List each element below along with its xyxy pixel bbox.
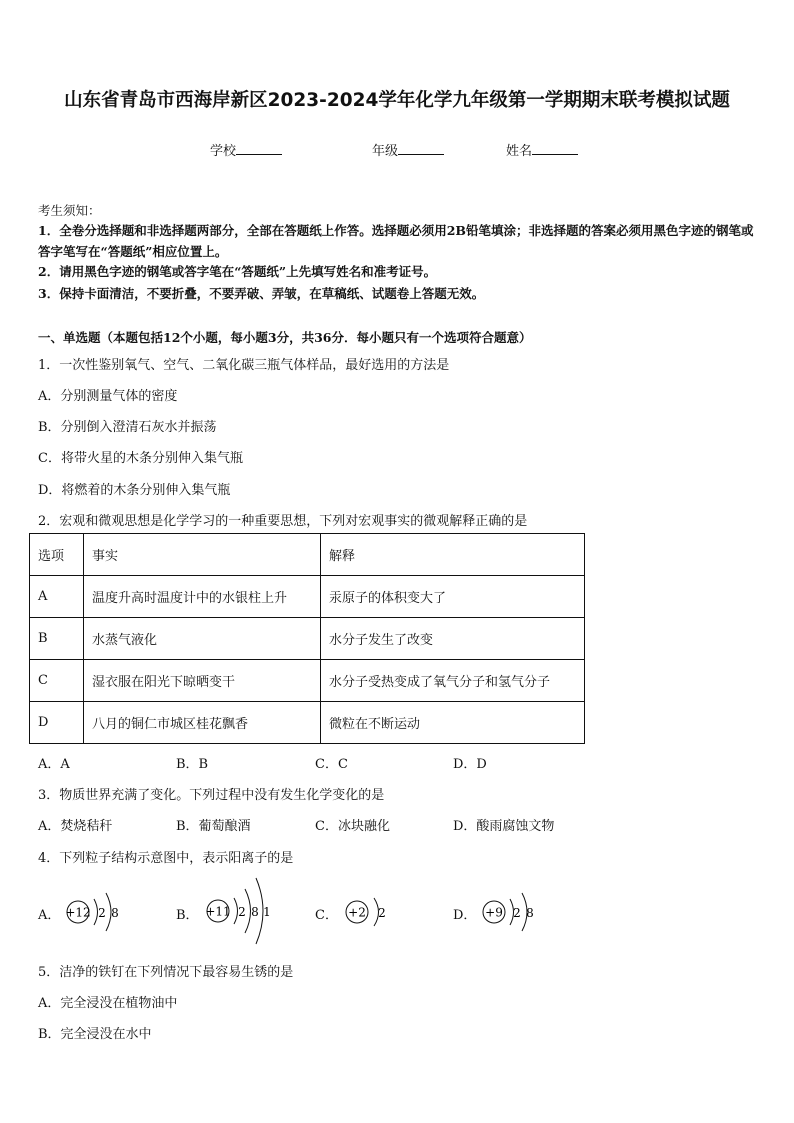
q4-option-a-label: A． — [38, 908, 61, 923]
q3-option-d: D．酸雨腐蚀文物 — [453, 819, 555, 834]
q1-option-a: A．分别测量气体的密度 — [38, 389, 178, 404]
shell-electrons: 2 — [378, 906, 386, 920]
section-desc: （本题包括12个小题，每小题3分，共36分．每小题只有一个选项符合题意） — [100, 330, 532, 345]
q3-option-b: B．葡萄酿酒 — [176, 819, 251, 834]
shell-electrons: 8 — [526, 906, 534, 920]
q3-option-a: A．焚烧秸秆 — [38, 819, 113, 834]
shell-electrons: 2 — [238, 905, 246, 919]
table-cell: 汞原子的体积变大了 — [321, 576, 585, 618]
nucleus-charge: +12 — [65, 905, 91, 920]
q5-stem: 5．洁净的铁钉在下列情况下最容易生锈的是 — [38, 965, 294, 980]
school-label: 学校 — [210, 144, 237, 159]
section-title: 一、单选题 — [38, 330, 101, 345]
grade-blank — [398, 141, 444, 155]
school-field — [210, 140, 282, 159]
table-cell: D — [30, 702, 84, 744]
table-row — [30, 618, 585, 660]
table-cell: 水蒸气液化 — [84, 618, 321, 660]
shell-electrons: 1 — [263, 905, 271, 919]
q1-option-b: B．分别倒入澄清石灰水并振荡 — [38, 420, 217, 435]
table-row — [30, 660, 585, 702]
grade-label: 年级 — [372, 144, 399, 159]
atom-structure-a — [62, 880, 132, 944]
notice-heading: 考生须知： — [38, 203, 101, 218]
q1-stem: 1．一次性鉴别氧气、空气、二氧化碳三瓶气体样品，最好选用的方法是 — [38, 358, 450, 373]
q2-option-d: D．D — [453, 757, 487, 772]
page-title: 山东省青岛市西海岸新区2023-2024学年化学九年级第一学期期末联考模拟试题 — [64, 90, 730, 111]
table-cell: 水分子受热变成了氧气分子和氢气分子 — [321, 660, 585, 702]
table-cell: 水分子发生了改变 — [321, 618, 585, 660]
shell-electrons: 2 — [98, 906, 106, 920]
nucleus-charge: +9 — [485, 905, 503, 920]
grade-field — [372, 140, 444, 159]
q4-stem: 4．下列粒子结构示意图中，表示阳离子的是 — [38, 851, 294, 866]
table-cell: C — [30, 660, 84, 702]
notice-item-1: 1．全卷分选择题和非选择题两部分，全部在答题纸上作答。选择题必须用2B铅笔填涂；非选择题的答案必须用黑色字迹的钢笔或答字笔写在“答题纸”相应位置上。 — [38, 223, 754, 259]
q5-option-b: B．完全浸没在水中 — [38, 1027, 152, 1042]
table-row — [30, 576, 585, 618]
notice-item-2: 2．请用黑色字迹的钢笔或答字笔在“答题纸”上先填写姓名和准考证号。 — [38, 264, 437, 279]
q1-option-d: D．将燃着的木条分别伸入集气瓶 — [38, 483, 231, 498]
name-blank — [532, 141, 578, 155]
shell-electrons: 2 — [513, 906, 521, 920]
name-field — [506, 140, 578, 159]
atom-structure-b — [200, 872, 280, 950]
q5-option-a: A．完全浸没在植物油中 — [38, 996, 178, 1011]
atom-structure-c — [340, 888, 395, 936]
q3-option-c: C．冰块融化 — [315, 819, 390, 834]
nucleus-charge: +11 — [205, 904, 231, 919]
notice-item-3: 3．保持卡面清洁，不要折叠，不要弄破、弄皱，在草稿纸、试题卷上答题无效。 — [38, 286, 485, 301]
table-row — [30, 702, 585, 744]
name-label: 姓名 — [506, 144, 533, 159]
table-cell: A — [30, 576, 84, 618]
q2-stem: 2．宏观和微观思想是化学学习的一种重要思想，下列对宏观事实的微观解释正确的是 — [38, 514, 528, 529]
q1-option-c: C．将带火星的木条分别伸入集气瓶 — [38, 451, 243, 466]
table-cell: 温度升高时温度计中的水银柱上升 — [84, 576, 321, 618]
q4-option-b-label: B． — [176, 908, 199, 923]
table-cell: 湿衣服在阳光下晾晒变干 — [84, 660, 321, 702]
electron-shell-arc — [234, 898, 238, 924]
electron-shell-arc — [94, 899, 98, 925]
q2-option-c: C．C — [315, 757, 348, 772]
q4-option-d-label: D． — [453, 908, 477, 923]
table-cell: B — [30, 618, 84, 660]
header-option: 选项 — [30, 534, 84, 576]
shell-electrons: 8 — [111, 906, 119, 920]
section-heading — [38, 328, 532, 346]
header-fact: 事实 — [84, 534, 321, 576]
atom-structure-d — [477, 880, 547, 944]
table-header-row — [30, 534, 585, 576]
q2-option-a: A．A — [38, 757, 70, 772]
nucleus-charge: +2 — [348, 905, 366, 920]
q2-option-b: B．B — [176, 757, 209, 772]
shell-electrons: 8 — [251, 905, 259, 919]
q4-option-c-label: C． — [315, 908, 338, 923]
table-cell: 微粒在不断运动 — [321, 702, 585, 744]
header-explanation: 解释 — [321, 534, 585, 576]
table-cell: 八月的铜仁市城区桂花飘香 — [84, 702, 321, 744]
q3-stem: 3．物质世界充满了变化。下列过程中没有发生化学变化的是 — [38, 788, 385, 803]
q2-table — [29, 533, 585, 744]
school-blank — [236, 141, 282, 155]
